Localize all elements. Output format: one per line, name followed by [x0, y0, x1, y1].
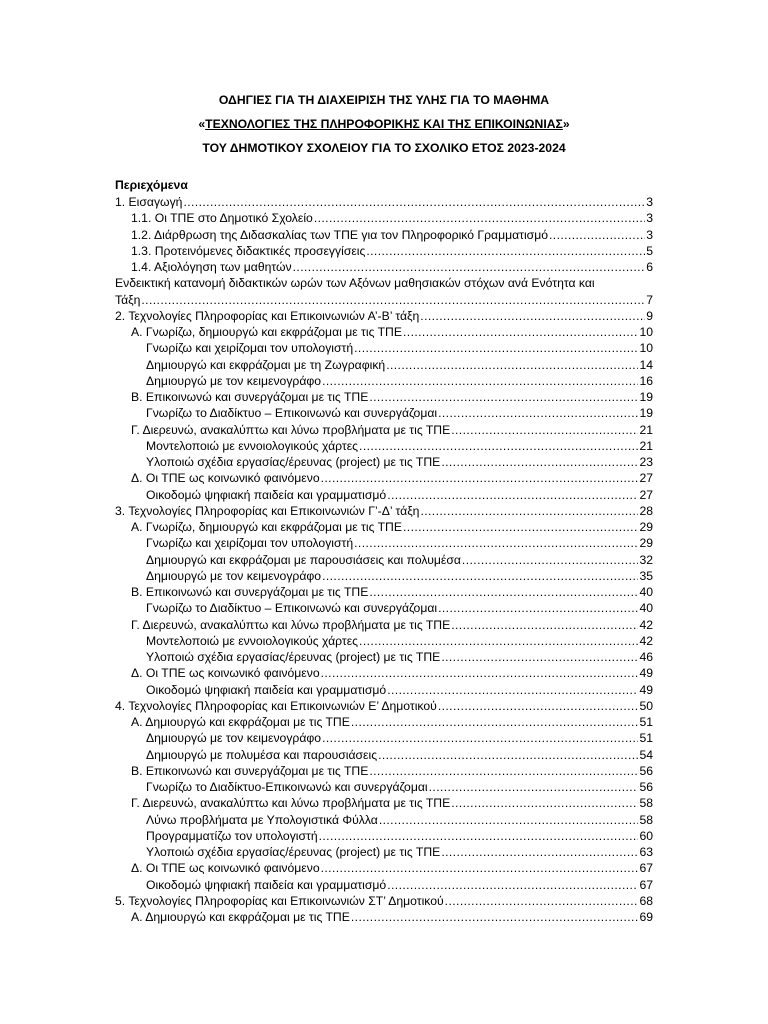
toc-entry[interactable]: [115, 747, 653, 763]
toc-page-number: 67: [639, 861, 653, 876]
toc-dot-leader: [322, 730, 638, 746]
toc-dot-leader: [322, 373, 638, 389]
toc-dot-leader: [366, 243, 645, 259]
toc-entry-title: Υλοποιώ σχέδια εργασίας/έρευνας (project) με τις ΤΠΕ: [146, 650, 441, 664]
toc-page-number: 9: [646, 308, 653, 323]
toc-page-number: 3: [646, 211, 653, 226]
toc-entry-title: Γ. Διερευνώ, ανακαλύπτω και λύνω προβλήματα με τις ΤΠΕ: [131, 617, 451, 632]
toc-page-number: 68: [639, 893, 653, 908]
toc-dot-leader: [438, 698, 639, 714]
toc-page-number: 5: [646, 243, 653, 258]
toc-entry[interactable]: [115, 600, 653, 616]
toc-dot-leader: [441, 844, 638, 860]
toc-entry[interactable]: [115, 519, 653, 535]
toc-page-number: 49: [639, 682, 653, 697]
toc-dot-leader: [369, 584, 638, 600]
toc-page-number: 10: [639, 341, 653, 356]
toc-page-number: 54: [639, 747, 653, 762]
toc-entry-title: Γ. Διερευνώ, ανακαλύπτω και λύνω προβλήματα με τις ΤΠΕ: [131, 796, 451, 811]
toc-entry-title: Οικοδομώ ψηφιακή παιδεία και γραμματισμό: [146, 877, 387, 892]
toc-entry-title: 2. Τεχνολογίες Πληροφορίας και Επικοινωνιών Α’-Β’ τάξη: [115, 308, 420, 323]
toc-page-number: 3: [646, 195, 653, 209]
toc-entry-title: Μοντελοποιώ με εννοιολογικούς χάρτες: [146, 438, 359, 453]
header-line-3: ΤΟΥ ΔΗΜΟΤΙΚΟΥ ΣΧΟΛΕΙΟΥ ΓΙΑ ΤΟ ΣΧΟΛΙΚΟ ΕΤΟΣ 2023-2024: [202, 141, 566, 155]
toc-entry-title: Δ. Οι ΤΠΕ ως κοινωνικό φαινόμενο: [131, 861, 320, 876]
toc-entry-title: Γνωρίζω το Διαδίκτυο-Επικοινωνώ και συνεργάζομαι: [146, 780, 428, 794]
toc-dot-leader: [445, 893, 639, 909]
toc-page-number: 16: [639, 373, 653, 388]
toc-entry[interactable]: [115, 552, 653, 568]
toc-dot-leader: [549, 227, 645, 243]
toc-entry[interactable]: [115, 877, 653, 893]
toc-entry[interactable]: [115, 210, 653, 226]
toc-entry[interactable]: [115, 633, 653, 649]
toc-dot-leader: [403, 324, 638, 340]
toc-entry-title: Προγραμματίζω τον υπολογιστή: [146, 828, 318, 843]
toc-dot-leader: [420, 308, 645, 324]
toc-entry-title: 1.4. Αξιολόγηση των μαθητών: [131, 260, 292, 274]
toc-entry[interactable]: [115, 275, 653, 308]
toc-entry-title: Β. Επικοινωνώ και συνεργάζομαι με τις ΤΠΕ: [131, 585, 369, 599]
toc-dot-leader: [359, 438, 638, 454]
toc-page-number: 23: [639, 455, 653, 469]
toc-dot-leader: [451, 617, 638, 633]
toc-entry[interactable]: [115, 617, 653, 633]
toc-page-number: 29: [639, 520, 653, 534]
toc-dot-leader: [379, 812, 639, 828]
toc-dot-leader: [293, 259, 646, 275]
toc-dot-leader: [378, 747, 638, 763]
toc-entry-title: 5. Τεχνολογίες Πληροφορίας και Επικοινωνιών ΣΤ’ Δημοτικού: [115, 893, 444, 908]
table-of-contents: [115, 194, 653, 925]
toc-entry[interactable]: [115, 324, 653, 340]
toc-dot-leader: [441, 454, 638, 470]
toc-dot-leader: [387, 877, 638, 893]
toc-dot-leader: [438, 405, 638, 421]
toc-entry-title: Δημιουργώ με τον κειμενογράφο: [146, 373, 322, 388]
header-open-quote: «: [198, 117, 206, 131]
toc-entry[interactable]: [115, 795, 653, 811]
toc-entry[interactable]: [115, 503, 653, 519]
toc-dot-leader: [403, 519, 638, 535]
toc-entry[interactable]: [115, 584, 653, 600]
toc-entry[interactable]: [115, 665, 653, 681]
toc-page-number: 21: [639, 422, 653, 437]
toc-page-number: 63: [639, 845, 653, 859]
toc-entry-title: Λύνω προβλήματα με Υπολογιστικά Φύλλα: [146, 812, 378, 827]
toc-entry[interactable]: [115, 308, 653, 324]
toc-entry-title: 1.2. Διάρθρωση της Διδασκαλίας των ΤΠΕ για τον Πληροφορικό Γραμματισμό: [131, 227, 549, 242]
toc-entry-title: Δημιουργώ και εκφράζομαι με τη Ζωγραφική: [146, 357, 386, 372]
toc-entry[interactable]: [115, 405, 653, 421]
toc-page-number: 27: [639, 487, 653, 502]
toc-dot-leader: [314, 210, 645, 226]
toc-entry[interactable]: [115, 568, 653, 584]
toc-page-number: 10: [639, 325, 653, 339]
toc-entry-title: Δημιουργώ με τον κειμενογράφο: [146, 731, 322, 746]
toc-page-number: 51: [639, 731, 653, 746]
toc-dot-leader: [438, 600, 638, 616]
toc-entry-title: Γνωρίζω και χειρίζομαι τον υπολογιστή: [146, 341, 354, 356]
toc-entry[interactable]: [115, 438, 653, 454]
toc-entry[interactable]: [115, 812, 653, 828]
toc-entry[interactable]: [115, 487, 653, 503]
toc-dot-leader: [369, 763, 638, 779]
toc-entry[interactable]: [115, 649, 653, 665]
toc-entry-title: 4. Τεχνολογίες Πληροφορίας και Επικοινωνιών Ε’ Δημοτικού: [115, 698, 437, 713]
toc-page-number: 69: [639, 910, 653, 924]
toc-dot-leader: [351, 909, 639, 925]
toc-page-number: 58: [639, 796, 653, 811]
toc-entry-title: Γνωρίζω και χειρίζομαι τον υπολογιστή: [146, 536, 354, 551]
toc-dot-leader: [141, 292, 645, 308]
toc-page-number: 40: [639, 601, 653, 616]
toc-entry-title: Α. Γνωρίζω, δημιουργώ και εκφράζομαι με τις ΤΠΕ: [131, 325, 402, 339]
toc-page-number: 28: [639, 503, 653, 518]
toc-entry-title: Δημιουργώ με πολυμέσα και παρουσιάσεις: [146, 747, 378, 762]
toc-dot-leader: [420, 503, 638, 519]
header-line-1: ΟΔΗΓΙΕΣ ΓΙΑ ΤΗ ΔΙΑΧΕΙΡΙΣΗ ΤΗΣ ΥΛΗΣ ΓΙΑ ΤΟ ΜΑΘΗΜΑ: [218, 93, 550, 107]
course-title: ΤΕΧΝΟΛΟΓΙΕΣ ΤΗΣ ΠΛΗΡΟΦΟΡΙΚΗΣ ΚΑΙ ΤΗΣ ΕΠΙΚΟΙΝΩΝΙΑΣ: [205, 117, 563, 131]
toc-entry-title: 3. Τεχνολογίες Πληροφορίας και Επικοινωνιών Γ’-Δ’ τάξη: [115, 503, 420, 518]
toc-entry[interactable]: [115, 779, 653, 795]
toc-entry-title: 1.3. Προτεινόμενες διδακτικές προσεγγίσεις: [131, 243, 366, 258]
toc-dot-leader: [441, 649, 638, 665]
toc-dot-leader: [319, 828, 639, 844]
toc-page-number: 49: [639, 666, 653, 681]
toc-entry[interactable]: [115, 860, 653, 876]
toc-entry-title: Γ. Διερευνώ, ανακαλύπτω και λύνω προβλήματα με τις ΤΠΕ: [131, 422, 451, 437]
toc-entry-title: 1.1. Οι ΤΠΕ στο Δημοτικό Σχολείο: [131, 211, 313, 226]
toc-entry-title: 1. Εισαγωγή: [115, 195, 183, 209]
toc-entry-title: Γνωρίζω το Διαδίκτυο – Επικοινωνώ και συνεργάζομαι: [146, 601, 438, 616]
header-close-quote: »: [562, 117, 570, 131]
toc-page-number: 40: [639, 585, 653, 599]
toc-page-number: 35: [639, 568, 653, 583]
toc-entry[interactable]: [115, 893, 653, 909]
toc-page-number: 46: [639, 650, 653, 664]
toc-entry[interactable]: [115, 194, 653, 210]
toc-entry-title: Α. Δημιουργώ και εκφράζομαι με τις ΤΠΕ: [131, 715, 350, 729]
toc-entry-title: Τάξη: [115, 292, 141, 307]
toc-entry-title: Δ. Οι ΤΠΕ ως κοινωνικό φαινόμενο: [131, 471, 320, 486]
toc-page-number: 51: [639, 715, 653, 729]
toc-entry[interactable]: [115, 470, 653, 486]
toc-entry[interactable]: [115, 454, 653, 470]
toc-dot-leader: [451, 795, 638, 811]
toc-entry[interactable]: [115, 698, 653, 714]
toc-entry-title: Υλοποιώ σχέδια εργασίας/έρευνας (project) με τις ΤΠΕ: [146, 455, 441, 469]
toc-page-number: 3: [646, 227, 653, 242]
toc-dot-leader: [321, 470, 639, 486]
toc-entry[interactable]: [115, 259, 653, 275]
toc-entry[interactable]: [115, 373, 653, 389]
toc-dot-leader: [387, 682, 638, 698]
toc-page-number: 67: [639, 877, 653, 892]
toc-page-number: 56: [639, 763, 653, 778]
toc-page-number: 19: [639, 390, 653, 404]
toc-entry[interactable]: [115, 909, 653, 925]
toc-dot-leader: [354, 535, 638, 551]
toc-entry[interactable]: [115, 714, 653, 730]
toc-dot-leader: [369, 389, 638, 405]
toc-page-number: 27: [639, 471, 653, 486]
toc-dot-leader: [386, 357, 638, 373]
toc-page-number: 29: [639, 536, 653, 551]
toc-entry-title: Γνωρίζω το Διαδίκτυο – Επικοινωνώ και συνεργάζομαι: [146, 406, 438, 421]
toc-dot-leader: [351, 714, 639, 730]
toc-heading: Περιεχόμενα: [115, 178, 188, 192]
toc-dot-leader: [429, 779, 639, 795]
toc-entry-title: Α. Δημιουργώ και εκφράζομαι με τις ΤΠΕ: [131, 910, 350, 924]
toc-entry-title: Β. Επικοινωνώ και συνεργάζομαι με τις ΤΠΕ: [131, 763, 369, 778]
toc-entry[interactable]: [115, 730, 653, 746]
toc-page-number: 50: [639, 698, 653, 713]
toc-page-number: 42: [639, 617, 653, 632]
toc-entry-title: Μοντελοποιώ με εννοιολογικούς χάρτες: [146, 633, 359, 648]
toc-page-number: 14: [639, 357, 653, 372]
toc-entry[interactable]: [115, 763, 653, 779]
document-header: [0, 88, 768, 160]
toc-page-number: 58: [639, 812, 653, 827]
toc-entry-title: Δημιουργώ και εκφράζομαι με παρουσιάσεις και πολυμέσα: [146, 552, 461, 567]
toc-dot-leader: [462, 552, 639, 568]
toc-page-number: 42: [639, 633, 653, 648]
toc-dot-leader: [322, 568, 638, 584]
toc-entry[interactable]: [115, 844, 653, 860]
toc-dot-leader: [183, 194, 645, 210]
toc-entry-title: Ενδεικτική κατανομή διδακτικών ωρών των Αξόνων μαθησιακών στόχων ανά Ενότητα και: [115, 276, 595, 291]
toc-entry-title: Α. Γνωρίζω, δημιουργώ και εκφράζομαι με τις ΤΠΕ: [131, 520, 402, 534]
toc-entry[interactable]: [115, 227, 653, 243]
header-line-2: [0, 112, 768, 136]
toc-entry[interactable]: [115, 422, 653, 438]
toc-entry-title: Οικοδομώ ψηφιακή παιδεία και γραμματισμό: [146, 487, 387, 502]
toc-entry[interactable]: [115, 357, 653, 373]
toc-entry[interactable]: [115, 828, 653, 844]
toc-entry[interactable]: [115, 535, 653, 551]
toc-entry[interactable]: [115, 389, 653, 405]
toc-dot-leader: [359, 633, 638, 649]
toc-page-number: 56: [639, 780, 653, 794]
toc-entry[interactable]: [115, 340, 653, 356]
toc-entry[interactable]: [115, 243, 653, 259]
toc-page-number: 19: [639, 406, 653, 421]
toc-dot-leader: [321, 860, 639, 876]
toc-page-number: 32: [639, 552, 653, 567]
toc-dot-leader: [354, 340, 638, 356]
toc-dot-leader: [321, 665, 639, 681]
toc-page-number: 60: [639, 828, 653, 843]
toc-entry-title: Δημιουργώ με τον κειμενογράφο: [146, 568, 322, 583]
toc-entry[interactable]: [115, 682, 653, 698]
toc-entry-title: Δ. Οι ΤΠΕ ως κοινωνικό φαινόμενο: [131, 666, 320, 681]
toc-page-number: 21: [639, 438, 653, 453]
toc-entry-title: Οικοδομώ ψηφιακή παιδεία και γραμματισμό: [146, 682, 387, 697]
toc-dot-leader: [451, 422, 638, 438]
toc-dot-leader: [387, 487, 638, 503]
toc-entry-title: Β. Επικοινωνώ και συνεργάζομαι με τις ΤΠΕ: [131, 390, 369, 404]
toc-page-number: 7: [646, 292, 653, 307]
toc-entry-title: Υλοποιώ σχέδια εργασίας/έρευνας (project) με τις ΤΠΕ: [146, 845, 441, 859]
toc-page-number: 6: [646, 260, 653, 274]
